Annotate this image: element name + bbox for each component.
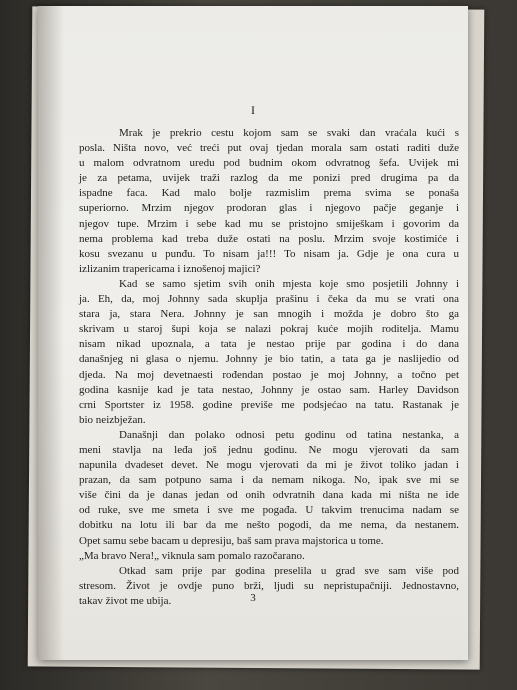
text-line: je za petama, uvijek traži razlog da me ponizi pred drugima pa da — [79, 172, 459, 185]
text-line: „Ma bravo Nera!„ viknula sam pomalo razočarano. — [79, 549, 305, 562]
text-line: Otkad sam prije par godina preselila u grad sve sam više pod — [119, 564, 459, 577]
text-line: kosu svezanu u punđu. To nisam ja!!! To nisam ja. Gdje je ona cura u — [79, 247, 459, 260]
page-number: 3 — [250, 592, 256, 604]
text-line: stara ja, stara Nera. Johnny je san mnogih i možda je dobro što ga — [79, 308, 459, 321]
body-text — [79, 126, 459, 609]
text-line: izlizanim trapericama i iznošenoj majici? — [79, 262, 261, 275]
text-line: njegov tupe. Mrzim i sebe kad mu se pristojno smiješkam i govorim da — [79, 217, 459, 230]
text-line: Opet samu sebe bacam u depresiju, baš sam prava majstorica u tome. — [79, 534, 384, 547]
chapter-number: I — [251, 103, 255, 117]
text-line: ispadne faca. Kad malo bolje razmislim prema svima se ponaša — [79, 187, 459, 200]
text-line: od ruke, sve me smeta i sve me pogađa. U takvim trenucima nadam se — [79, 504, 459, 517]
text-line: ja. Eh, da, moj Johnny sada skuplja prašinu i čeka da mu se vrati ona — [79, 293, 459, 306]
text-line: Kad se samo sjetim svih onih mjesta koje smo posjetili Johnny i — [119, 277, 459, 290]
text-line: u malom odvratnom uredu pod budnim okom odvratnog šefa. Uvijek mi — [79, 157, 459, 170]
text-line: posla. Ništa novo, već treći put ovaj tjedan morala sam ostati raditi duže — [79, 142, 459, 155]
text-line: takav život me ubija. — [79, 594, 172, 607]
text-line: današnjeg ni glasa o njemu. Johnny je bio tatin, a tata ga je naslijedio od — [79, 353, 459, 366]
text-line: meni stavlja na leđa još jednu godinu. Ne mogu vjerovati da sam — [79, 443, 459, 456]
text-line: Mrak je prekrio cestu kojom sam se svaki dan vraćala kući s — [119, 127, 459, 139]
text-line: bio neizbježan. — [79, 413, 146, 426]
text-line: skrivam u staroj šupi koja se nalazi pokraj kuće mojih roditelja. Mamu — [79, 323, 459, 336]
text-line: djeda. Na moj devetnaesti rođendan postao je moj Johnny, a točno pet — [79, 368, 459, 381]
text-line: napunila dvadeset devet. Ne mogu vjerovati da mi je život toliko jadan i — [79, 459, 459, 472]
text-line: prazan, da sam potpuno sama i da nemam nikoga. No, ipak sve mi se — [79, 474, 459, 487]
text-line: dobitku na lotu ili bar da me nešto pogodi, da me nema, da nestanem. — [79, 519, 459, 532]
text-line: nema problema kad treba duže ostati na poslu. Mrzim svoje kostimiće i — [79, 232, 459, 245]
book-page — [38, 6, 468, 660]
text-line: nisam nikad upoznala, a tata je nestao prije par godina i do dana — [79, 338, 459, 351]
text-line: crni Sportster iz 1958. godine previše me podsjećao na tatu. Rastanak je — [79, 398, 459, 411]
text-line: Današnji dan polako odnosi petu godinu od tatina nestanka, a — [119, 428, 459, 441]
text-line: više čini da je danas jedan od onih odvratnih dana kada mi ništa ne ide — [79, 489, 459, 502]
text-line: superiorno. Mrzim njegov prodoran glas i njegovo pačje geganje i — [79, 202, 459, 215]
text-line: godina kasnije kad je tata nestao, Johnny je ostao sam. Harley Davidson — [79, 383, 459, 396]
text-line: stresom. Život je ovdje puno brži, ljudi su nepristupačniji. Jednostavno, — [79, 579, 459, 592]
